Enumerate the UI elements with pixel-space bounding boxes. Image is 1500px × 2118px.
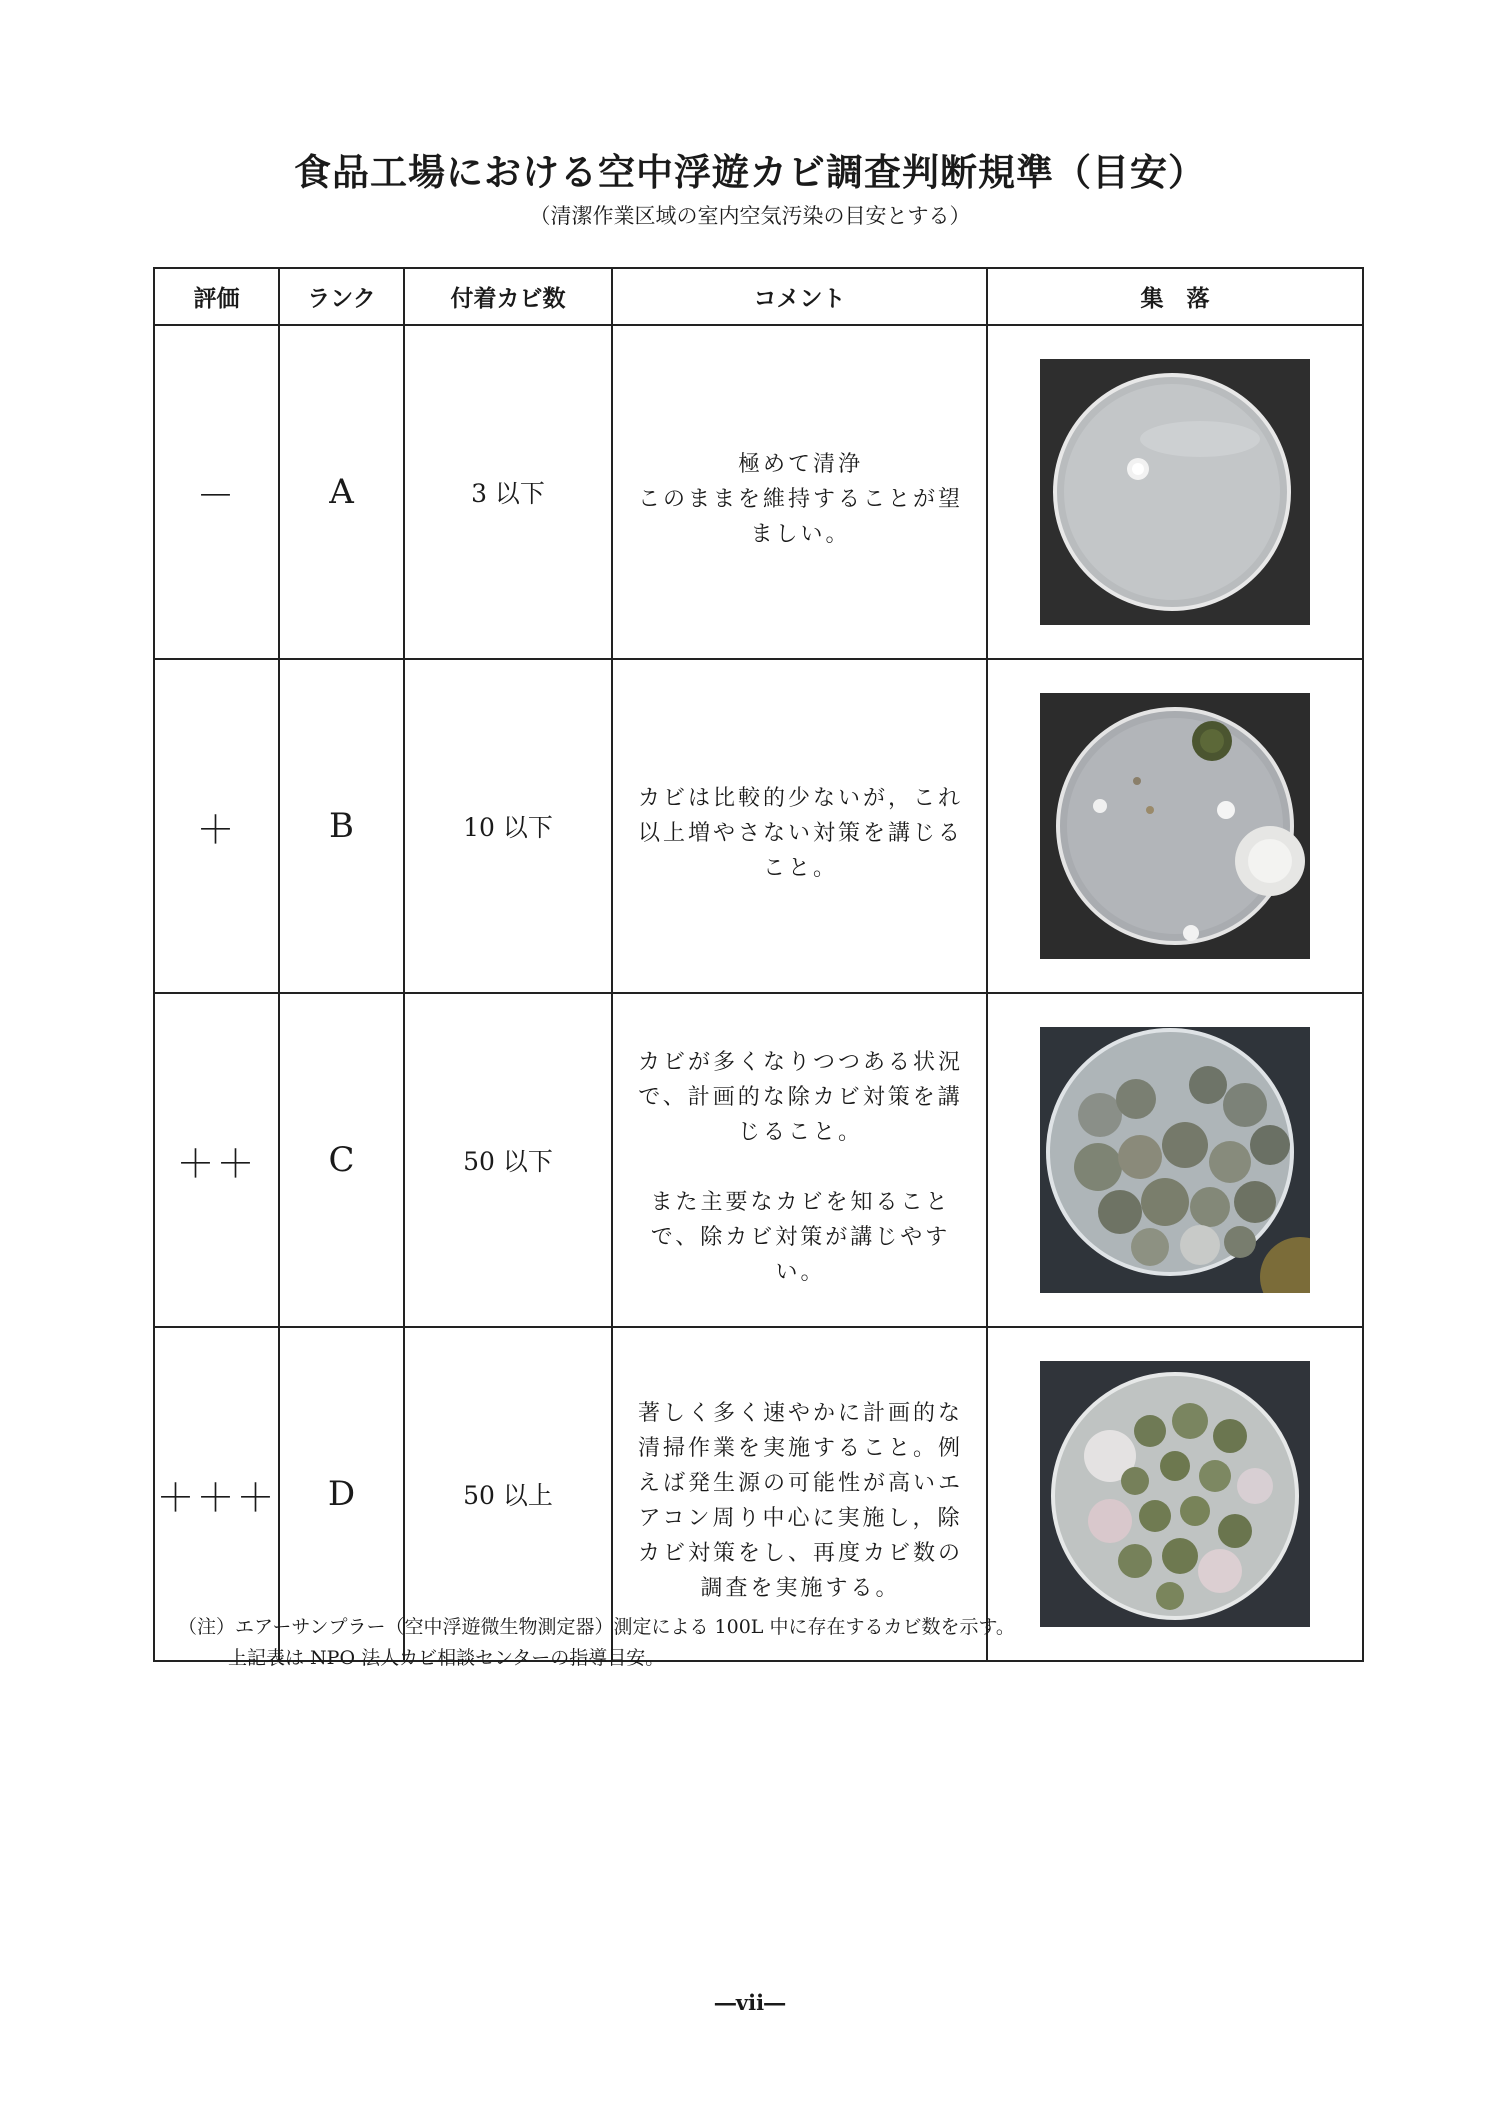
page-number: ―vii―: [714, 1990, 786, 2015]
comment-cell: [612, 325, 987, 659]
header-colony: 集 落: [987, 268, 1363, 325]
count-cell: 3 以下: [404, 325, 612, 659]
footnote: （注）エアーサンプラー（空中浮遊微生物測定器）測定による 100L 中に存在するカビ数を示す。: [178, 1616, 1015, 1638]
table-row: [154, 325, 1363, 659]
comment-text: 著しく多く速やかに計画的な清掃作業を実施すること。例えば発生源の可能性が高いエアコン周り中心に実施し，除カビ対策をし、再度カビ数の調査を実施する。: [637, 1401, 963, 1601]
table-row: [154, 1327, 1363, 1661]
page-title: 食品工場における空中浮遊カビ調査判断規準（目安）: [294, 150, 1206, 194]
rank-cell: C: [279, 993, 404, 1327]
rank-cell: B: [279, 659, 404, 993]
colony-cell: [987, 659, 1363, 993]
colony-cell: [987, 1327, 1363, 1661]
judgement-table: [153, 267, 1364, 1662]
petri-dish-photo: [1040, 693, 1310, 959]
header-rank: ランク: [279, 268, 404, 325]
header-count: 付着カビ数: [404, 268, 612, 325]
comment-cell: [612, 993, 987, 1327]
evaluation-cell: ＋: [154, 659, 279, 993]
petri-dish-photo: [1040, 1027, 1310, 1293]
header-comment: コメント: [612, 268, 987, 325]
header-evaluation: 評価: [154, 268, 279, 325]
evaluation-cell: ＋＋＋: [154, 1327, 279, 1661]
colony-cell: [987, 325, 1363, 659]
page-subtitle: （清潔作業区域の室内空気汚染の目安とする）: [529, 204, 971, 228]
comment-text: カビは比較的少ないが，これ以上増やさない対策を講じること。: [637, 785, 963, 881]
comment-cell: [612, 1327, 987, 1661]
table-row: [154, 993, 1363, 1327]
comment-cell: [612, 659, 987, 993]
evaluation-cell: ＋＋: [154, 993, 279, 1327]
count-cell: 50 以上: [404, 1327, 612, 1661]
evaluation-cell: －: [154, 325, 279, 659]
footnote-source: 上記表は NPO 法人カビ相談センターの指導目安。: [228, 1647, 665, 1669]
petri-dish-photo: [1040, 359, 1310, 625]
colony-cell: [987, 993, 1363, 1327]
count-cell: 50 以下: [404, 993, 612, 1327]
petri-dish-photo: [1040, 1361, 1310, 1627]
rank-cell: D: [279, 1327, 404, 1661]
table-row: [154, 659, 1363, 993]
rank-cell: A: [279, 325, 404, 659]
count-cell: 10 以下: [404, 659, 612, 993]
table-header-row: [154, 268, 1363, 325]
comment-text: 極めて清浄 このままを維持することが望ましい。: [637, 451, 963, 547]
comment-text: カビが多くなりつつある状況で、計画的な除カビ対策を講じること。 また主要なカビを知ることで、除カビ対策が講じやすい。: [637, 1049, 963, 1285]
